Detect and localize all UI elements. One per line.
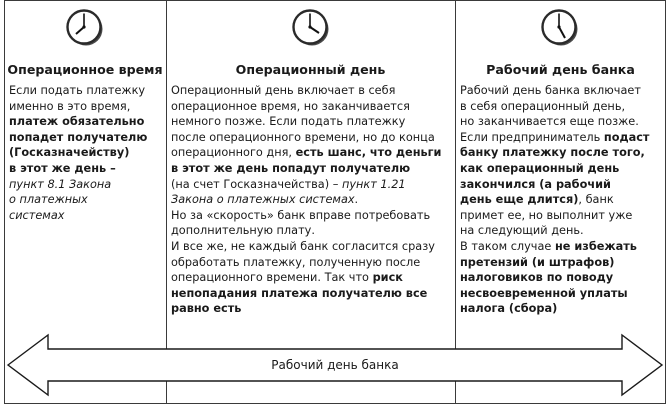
italic-text: Закона о платежных системах [171, 193, 355, 207]
text: дополнительную плату. [171, 224, 315, 238]
text-line [460, 270, 665, 286]
text: Если подать платежку [9, 84, 146, 97]
text-line [9, 192, 165, 208]
bold-text: равно есть [171, 302, 242, 316]
text-line [171, 177, 453, 193]
text: операционного времени. Так что [171, 271, 373, 285]
text-line [171, 161, 453, 177]
text-line [460, 208, 665, 224]
column-title: Операционный день [235, 62, 386, 77]
text-line [171, 130, 453, 146]
bold-text: в этот же день попадут получателю [171, 161, 411, 175]
italic-text: о платежных [9, 193, 88, 207]
italic-text: системах [9, 208, 65, 222]
text: Но за «скорость» банк вправе потребовать [171, 208, 431, 222]
text-line [171, 239, 453, 255]
bold-text: попадет получателю [9, 130, 148, 144]
column-operational-time [4, 0, 166, 408]
text-line [460, 286, 665, 302]
italic-text: пункт 1.21 [341, 177, 406, 191]
column-body [171, 83, 453, 317]
text-line [171, 208, 453, 224]
text-line [460, 177, 665, 193]
text-line [460, 255, 665, 271]
column-body [460, 83, 665, 317]
text: немного позже. Если подать платежку [171, 115, 406, 129]
text-line [460, 130, 665, 146]
text: но заканчивается еще позже. [460, 115, 639, 129]
text: в себя операционный день, [460, 99, 626, 113]
timeline-arrow-label: Рабочий день банка [271, 358, 399, 372]
text-line [171, 192, 453, 208]
text-line [9, 130, 165, 146]
bold-text: (Госказначейству) [9, 146, 130, 160]
text: операционное время, но заканчивается [171, 99, 410, 113]
text: именно в это время, [9, 99, 131, 113]
text: операционного дня, [171, 146, 296, 160]
text-line [9, 83, 165, 99]
text-line [460, 192, 665, 208]
text-line [460, 239, 665, 255]
text: Операционный день включает в себя [171, 84, 396, 97]
clock-icon [292, 9, 330, 47]
column-title: Операционное время [7, 62, 163, 77]
column-bank-working-day [455, 0, 666, 408]
text: обработать платежку, полученную после [171, 255, 421, 269]
text: на следующий день. [460, 224, 584, 238]
text-line [9, 208, 165, 224]
text-line [460, 145, 665, 161]
text-line [460, 223, 665, 239]
text-line [171, 145, 453, 161]
text-line [9, 145, 165, 161]
text-line [171, 114, 453, 130]
bold-text: не избежать [554, 239, 637, 253]
column-operational-day [166, 0, 455, 408]
text-line [171, 286, 453, 302]
column-title: Рабочий день банка [486, 62, 635, 77]
text-line [9, 114, 165, 130]
bold-text: платеж обязательно [9, 115, 145, 129]
text: , банк [578, 193, 614, 207]
bold-text: несвоевременной уплаты [460, 286, 628, 300]
text-line [460, 114, 665, 130]
text-line [171, 270, 453, 286]
text-line [171, 99, 453, 115]
text-line [9, 99, 165, 115]
bold-text: налога (сбора) [460, 302, 558, 316]
bold-text: как операционный день [460, 161, 620, 175]
bold-text: налоговиков по поводу [460, 271, 614, 285]
text-line [171, 223, 453, 239]
text: (на счет Госказначейства) – [171, 177, 342, 191]
text: примет ее, но выполнит уже [460, 208, 633, 222]
italic-text: пункт 8.1 Закона [9, 177, 112, 191]
text: И все же, не каждый банк согласится сразу [171, 239, 435, 253]
bold-text: подаст [603, 130, 650, 144]
bold-text: закончился (а рабочий [460, 177, 611, 191]
text: Если предприниматель [460, 130, 604, 144]
text-line [9, 177, 165, 193]
text: Рабочий день банка включает [460, 84, 641, 97]
bold-text: в этот же день – [9, 161, 116, 175]
bold-text: претензий (и штрафов) [460, 255, 615, 269]
text: . [354, 193, 359, 207]
clock-icon [66, 9, 104, 47]
text-line [460, 301, 665, 317]
text-line [171, 255, 453, 271]
bold-text: день еще длится) [460, 193, 579, 207]
column-body [9, 83, 165, 223]
text: после операционного времени, но до конца [171, 130, 435, 144]
text: В таком случае [460, 239, 555, 253]
text-line [460, 161, 665, 177]
bold-text: есть шанс, что деньги [295, 146, 442, 160]
bold-text: риск [372, 271, 403, 285]
bold-text: непопадания платежа получателю все [171, 286, 428, 300]
text-line [171, 301, 453, 317]
text-line [9, 161, 165, 177]
text-line [460, 83, 665, 99]
clock-icon [541, 9, 579, 47]
text-line [460, 99, 665, 115]
text-line [171, 83, 453, 99]
bold-text: банку платежку после того, [460, 146, 645, 160]
